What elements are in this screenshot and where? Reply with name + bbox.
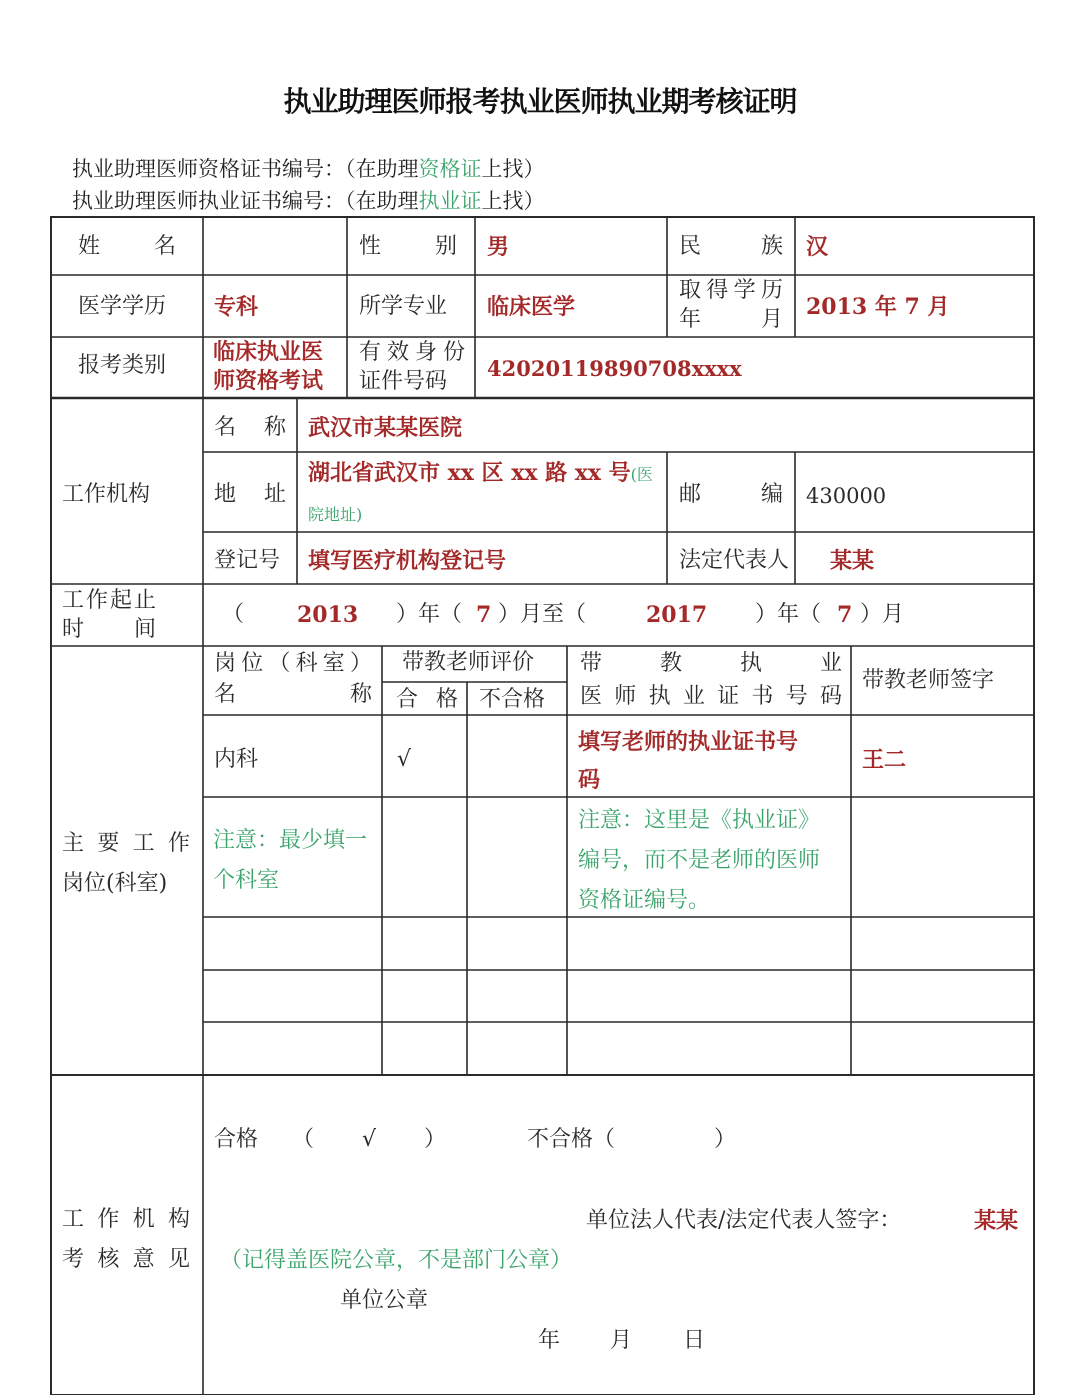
qualification-cert-suffix: 上找） <box>481 157 545 181</box>
label-assess-line1: 工 作 机 构 <box>62 1207 190 1232</box>
row2-cert-note-line2: 编号，而不是老师的医师 <box>578 848 821 873</box>
assess-sign-value[interactable]: 某某 <box>974 1208 1019 1234</box>
value-org-address-line1[interactable] <box>308 458 664 490</box>
label-education: 医学学历 <box>78 294 167 319</box>
period-end-month[interactable]: 7 <box>837 602 853 628</box>
label-org-address: 地 址 <box>214 482 286 507</box>
row1-pass-check[interactable]: √ <box>397 747 412 772</box>
header-teacher-cert-line2: 医师执业证书号码 <box>580 684 842 709</box>
value-gender[interactable]: 男 <box>487 234 510 260</box>
header-teacher-sign: 带教老师签字 <box>862 668 995 693</box>
label-reg-no: 登记号 <box>214 548 281 573</box>
practice-cert-suffix: 上找） <box>481 189 545 213</box>
label-period-line2: 时 间 <box>62 617 156 642</box>
header-pass: 合 格 <box>396 687 458 712</box>
value-org-name[interactable]: 武汉市某某医院 <box>308 415 463 441</box>
value-reg-no[interactable]: 填写医疗机构登记号 <box>308 548 507 574</box>
assess-date-month: 月 <box>610 1328 633 1353</box>
row1-dept[interactable]: 内科 <box>214 747 259 772</box>
row1-teacher-sign[interactable]: 王二 <box>862 747 907 773</box>
value-org-address-note-b: 院地址) <box>308 505 363 524</box>
value-education[interactable]: 专科 <box>214 294 259 320</box>
value-ethnicity[interactable]: 汉 <box>806 234 829 260</box>
period-month-close-4: ）月 <box>860 602 905 627</box>
label-assess-line2: 考 核 意 见 <box>62 1247 190 1272</box>
label-org-name: 名 称 <box>214 415 286 440</box>
value-exam-type-line1[interactable]: 临床执业医 <box>213 339 324 365</box>
value-major[interactable]: 临床医学 <box>487 294 576 320</box>
period-end-year[interactable]: 2017 <box>646 602 708 628</box>
header-teacher-eval: 带教老师评价 <box>402 650 535 675</box>
value-exam-type-line2[interactable]: 师资格考试 <box>213 368 324 394</box>
value-postcode[interactable]: 430000 <box>806 484 887 508</box>
assess-stamp-label: 单位公章 <box>340 1288 429 1313</box>
qualification-cert-prefix: 执业助理医师资格证书编号：（在助理 <box>72 157 419 181</box>
value-degree-date[interactable]: 2013 年 7 月 <box>806 294 950 320</box>
value-org-address: 湖北省武汉市 xx 区 xx 路 xx 号 <box>308 460 631 486</box>
header-teacher-cert-line1: 带 教 执 业 <box>580 651 842 676</box>
assess-pass-check[interactable]: √ <box>362 1127 377 1152</box>
label-legal-rep: 法定代表人 <box>679 548 790 573</box>
label-work-org: 工作机构 <box>62 482 151 507</box>
period-start-year[interactable]: 2013 <box>297 602 359 628</box>
row2-note-line1: 注意：最少填一 <box>213 828 368 853</box>
label-main-post-line2: 岗位(科室) <box>62 871 168 896</box>
label-degree-line1: 取得学历 <box>679 278 783 303</box>
label-degree-line2: 年 月 <box>679 307 783 332</box>
row2-note-line2: 个科室 <box>213 868 280 893</box>
row2-cert-note-line3: 资格证编号。 <box>578 888 711 913</box>
header-fail: 不合格 <box>479 687 546 712</box>
assess-sign-label: 单位法人代表/法定代表人签字： <box>586 1208 902 1233</box>
label-gender: 性 别 <box>359 234 457 259</box>
row1-teacher-cert-line1[interactable]: 填写老师的执业证书号 <box>578 729 799 755</box>
row1-teacher-cert-line2: 码 <box>578 767 601 793</box>
row2-cert-note-line1: 注意：这里是《执业证》 <box>578 808 821 833</box>
qualification-cert-hint: 资格证 <box>418 157 482 181</box>
value-id-number[interactable]: 42020119890708xxxx <box>487 356 742 381</box>
label-postcode: 邮 编 <box>679 482 783 507</box>
period-start-month[interactable]: 7 <box>476 602 492 628</box>
assess-fail-close: ） <box>714 1127 737 1152</box>
practice-cert-prefix: 执业助理医师执业证书编号：（在助理 <box>72 189 419 213</box>
label-id-line1: 有效身份 <box>359 340 465 365</box>
value-legal-rep[interactable]: 某某 <box>830 548 875 574</box>
assess-date-day: 日 <box>683 1328 706 1353</box>
label-id-line2: 证件号码 <box>359 369 448 394</box>
period-year-close-1: ）年（ <box>396 602 463 627</box>
assess-fail-label[interactable]: 不合格（ <box>527 1127 616 1152</box>
period-year-close-3: ）年（ <box>755 602 822 627</box>
assess-stamp-note: （记得盖医院公章，不是部门公章） <box>220 1248 573 1273</box>
label-ethnicity: 民 族 <box>679 234 783 259</box>
value-org-address-note-a: (医 <box>630 465 653 484</box>
header-dept-line2: 名 称 <box>214 682 372 707</box>
document-title: 执业助理医师报考执业医师执业期考核证明 <box>283 85 797 118</box>
label-period-line1: 工作起止 <box>62 588 156 613</box>
practice-cert-hint: 执业证 <box>418 189 482 213</box>
header-dept-line1: 岗位（科室） <box>214 651 372 676</box>
period-open: （ <box>222 602 245 627</box>
assess-pass-close: ） <box>424 1127 447 1152</box>
assess-date-year: 年 <box>538 1328 561 1353</box>
assess-pass-open: （ <box>292 1127 315 1152</box>
label-main-post-line1: 主 要 工 作 <box>62 831 190 856</box>
label-major: 所学专业 <box>359 294 448 319</box>
assess-pass-label: 合格 <box>214 1127 259 1152</box>
period-month-close-2: ）月至（ <box>498 602 587 627</box>
label-name: 姓 名 <box>78 234 176 259</box>
label-exam-type: 报考类别 <box>78 353 167 378</box>
